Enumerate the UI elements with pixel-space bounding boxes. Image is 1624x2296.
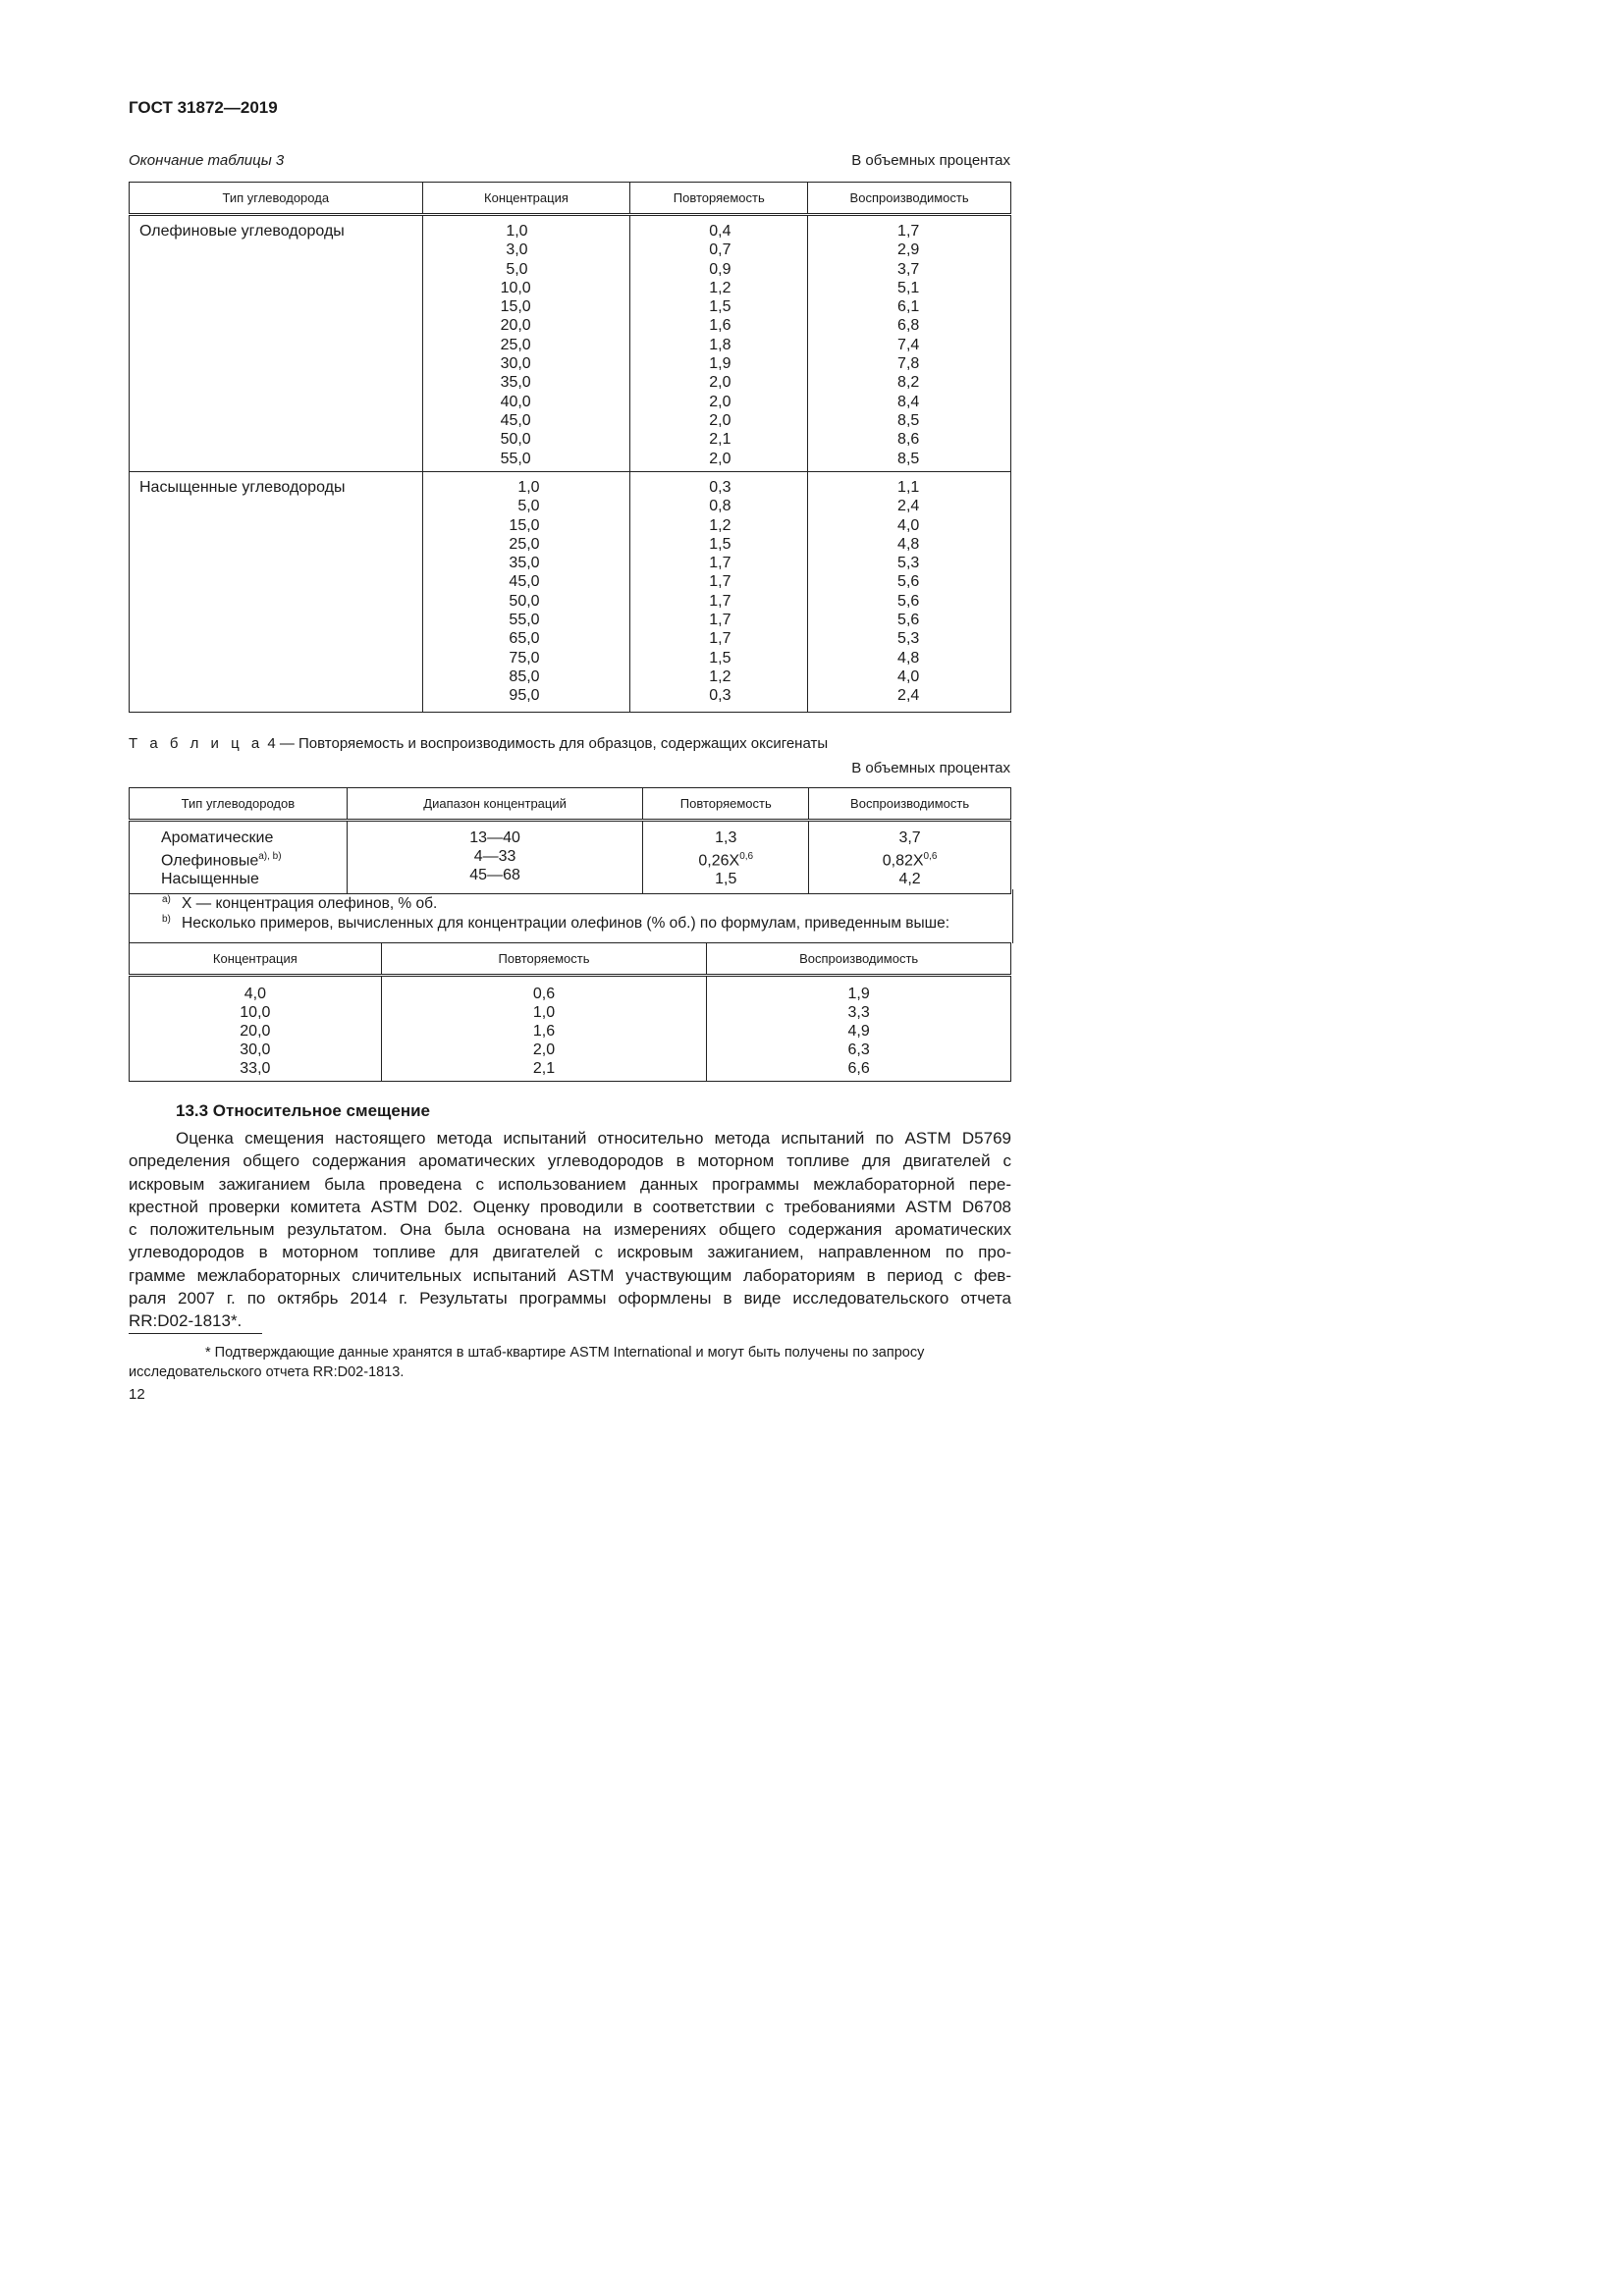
column-header: Концентрация <box>422 183 630 215</box>
reproducibility-cell: 1,9 3,3 4,9 6,3 6,6 <box>707 976 1011 1082</box>
column-header: Воспроизводимость <box>707 943 1011 976</box>
olefin-examples-table <box>129 942 1011 1082</box>
repeatability-cell: 0,6 1,0 1,6 2,0 2,1 <box>381 976 707 1082</box>
table-header-row <box>130 788 1011 821</box>
hydrocarbon-type: Олефиновые углеводороды <box>130 215 423 472</box>
table3-units: В объемных процентах <box>851 152 1010 169</box>
column-header: Повторяемость <box>643 788 809 821</box>
section-paragraph: Оценка смещения настоящего метода испытаний относительно метода испытаний по ASTM D5769 определения общего содержания ароматических углеводородов в моторном топливе для двигателей с искровым зажиганием была проведена с использованием данных программы межлабораторной пере- крестной проверки комитета ASTM D02. Оценку проводили в соответствии с требованиями ASTM D6708 с положительным результатом. Она была основана на измерениях общего содержания ароматических углеводородов в моторном топливе для двигателей с искровым зажиганием, направленном по про- грамме межлабораторных сличительных испытаний ASTM участвующим лабораториям в период с фев- раля 2007 г. по октябрь 2014 г. Результаты программы оформлены в виде исследовательского отчета RR:D02-1813*. <box>129 1129 1011 1331</box>
table-row <box>130 821 1011 894</box>
reproducibility-cell: 3,7 $0,82X^{0,6}$ 4,2 <box>809 821 1011 894</box>
section-title: 13.3 Относительное смещение <box>176 1101 431 1120</box>
note-b: Несколько примеров, вычисленных для концентрации олефинов (% об.) по формулам, приведенным выше: <box>182 915 950 932</box>
column-header: Тип углеводорода <box>130 183 423 215</box>
table4-caption: Т а б л и ц а 4 — Повторяемость и воспроизводимость для образцов, содержащих оксигенаты <box>129 735 829 752</box>
repeatability-cell: 1,3 $0,26X^{0,6}$ 1,5 <box>643 821 809 894</box>
note-b-mark: b) <box>162 914 171 925</box>
page-number: 12 <box>129 1386 145 1403</box>
table-header-row <box>130 183 1011 215</box>
column-header: Концентрация <box>130 943 382 976</box>
concentration-cell: 1,0 3,0 5,0 10,0 15,0 20,0 25,0 30,0 35,0 40,0 45,0 50,0 55,0 <box>422 215 630 472</box>
reproducibility-cell: 1,1 2,4 4,0 4,8 5,3 5,6 5,6 5,6 5,3 4,8 4,0 2,4 <box>808 472 1011 713</box>
table-header-row <box>130 943 1011 976</box>
table-row <box>130 976 1011 1082</box>
column-header: Воспроизводимость <box>809 788 1011 821</box>
repeatability-cell: 0,4 0,7 0,9 1,2 1,5 1,6 1,8 1,9 2,0 2,0 2,0 2,1 2,0 <box>630 215 808 472</box>
table-row <box>130 215 1011 472</box>
type-cell: Ароматические Олефиновые$^{a), b)}$ Насыщенные <box>130 821 348 894</box>
column-header: Диапазон концентраций <box>347 788 643 821</box>
hydrocarbon-type: Насыщенные углеводороды <box>130 472 423 713</box>
reproducibility-cell: 1,7 2,9 3,7 5,1 6,1 6,8 7,4 7,8 8,2 8,4 8,5 8,6 8,5 <box>808 215 1011 472</box>
footnote: * Подтверждающие данные хранятся в штаб-квартире ASTM International и могут быть получены по запросу исследовательского отчета RR:D02-1813. <box>129 1345 925 1380</box>
footnote-rule <box>129 1333 262 1334</box>
note-a-mark: a) <box>162 894 171 905</box>
table3-caption: Окончание таблицы 3 <box>129 152 285 169</box>
column-header: Повторяемость <box>381 943 707 976</box>
repeatability-cell: 0,3 0,8 1,2 1,5 1,7 1,7 1,7 1,7 1,7 1,5 1,2 0,3 <box>630 472 808 713</box>
document-header: ГОСТ 31872—2019 <box>129 98 278 117</box>
range-cell: 13—40 4—33 45—68 <box>347 821 643 894</box>
column-header: Воспроизводимость <box>808 183 1011 215</box>
table-4 <box>129 787 1011 894</box>
table4-notes <box>129 889 1013 943</box>
column-header: Повторяемость <box>630 183 808 215</box>
table4-units: В объемных процентах <box>851 760 1010 776</box>
table-row <box>130 472 1011 713</box>
concentration-cell: 4,0 10,0 20,0 30,0 33,0 <box>130 976 382 1082</box>
table-3 <box>129 182 1011 713</box>
note-a: X — концентрация олефинов, % об. <box>182 895 438 912</box>
column-header: Тип углеводородов <box>130 788 348 821</box>
concentration-cell: 1,0 5,0 15,0 25,0 35,0 45,0 50,0 55,0 65,0 75,0 85,0 95,0 <box>422 472 630 713</box>
